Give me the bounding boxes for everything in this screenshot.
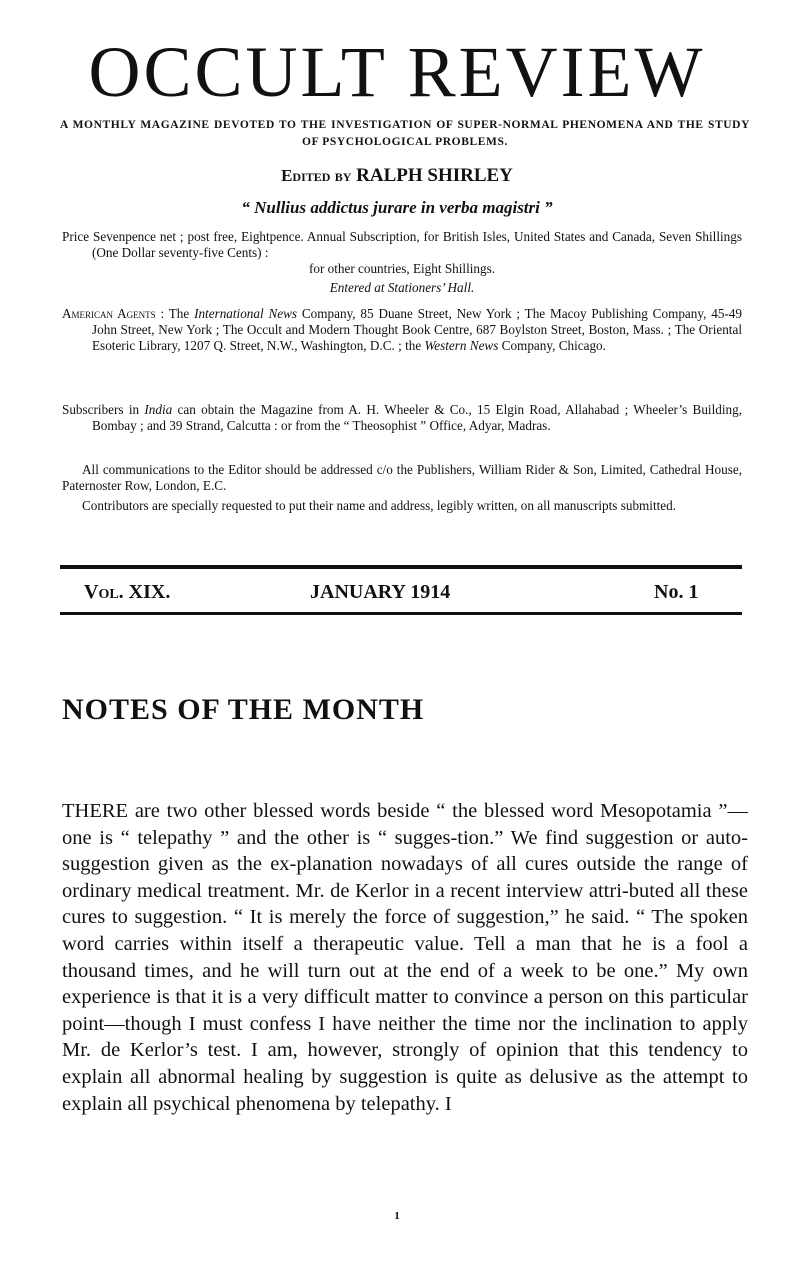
issue-number: No. 1: [654, 581, 699, 603]
issue-date: JANUARY 1914: [310, 581, 451, 603]
editor-name: RALPH SHIRLEY: [356, 165, 513, 186]
bottom-rule: [60, 612, 742, 615]
price-notice: [62, 229, 742, 296]
editor-line: [40, 164, 754, 188]
price-paragraph: Price Sevenpence net ; post free, Eightpence. Annual Subscription, for British Isles, United States and Canada, Seven Shillings (One Dollar seventy-five Cents) :: [62, 229, 742, 260]
india-text-1: Subscribers in: [62, 402, 145, 417]
page-number: 1: [394, 1210, 400, 1222]
contributors-paragraph: Contributors are specially requested to put their name and address, legibly written, on all manuscripts submitted.: [82, 498, 677, 513]
price-other-countries: for other countries, Eight Shillings.: [308, 260, 496, 276]
masthead-subtitle: A MONTHLY MAGAZINE DEVOTED TO THE INVESTIGATION OF SUPER-NORMAL PHENOMENA AND THE STUDY OF PSYCHOLOGICAL PROBLEMS.: [60, 119, 750, 148]
india-subscribers-notice: [62, 402, 742, 434]
india-paragraph: [62, 402, 742, 434]
issue-info-line: [60, 577, 742, 607]
top-rule: [60, 565, 742, 569]
latin-motto: “ Nullius addictus jurare in verba magistri ”: [241, 198, 553, 217]
communications-notice: [62, 462, 742, 494]
edited-by-label: Edited by: [281, 166, 352, 185]
india-word: India: [144, 402, 173, 417]
agents-text-1: The: [164, 306, 195, 321]
section-heading: NOTES OF THE MONTH: [62, 693, 425, 726]
contributors-notice: [62, 498, 742, 514]
agents-text-2: Company, 85 Duane Street, New York ; The Macoy Publishing Company, 45-49 John Street, New York ; The Occult and Modern Thought Book Centre, 687 Boylston Street, Boston, Mass. ; The Oriental Esoteric Library, 1207 Q. Street, N.W., Washington, D.C. ; the: [92, 306, 742, 353]
agents-text-3: Company, Chicago.: [498, 337, 606, 353]
western-news-name: Western News: [424, 337, 499, 353]
india-text-2: can obtain the Magazine from A. H. Wheeler & Co., 15 Elgin Road, Allahabad ; Wheeler’s Building, Bombay ; and 39 Strand, Calcutta : or from the “ Theosophist ” Office, Adyar, Madras.: [92, 402, 742, 433]
agents-paragraph: [62, 306, 742, 353]
international-news-name: International News: [194, 306, 298, 321]
stationers-hall-note: Entered at Stationers’ Hall.: [329, 280, 475, 296]
american-agents-notice: [62, 306, 742, 353]
agents-label: American Agents :: [62, 306, 165, 321]
article-body: THERE are two other blessed words beside “ the blessed word Mesopotamia ”—one is “ telepathy ” and the other is “ sugges-tion.” We find suggestion or auto-suggestion given as the ex-planation nowadays of all cures outside the range of ordinary medical treatment. Mr. de Kerlor in a recent interview attri-buted all these cures to suggestion. “ It is merely the force of suggestion,” he said. “ The spoken word carries within itself a therapeutic value. Tell a man that he is a fool a thousand times, and he will turn out at the end of a week to be one.” My own experience is that it is a very difficult matter to convince a person on this particular point—though I must confess I have neither the time nor the inclination to apply Mr. de Kerlor’s test. I am, however, strongly of opinion that this tendency to explain all abnormal healing by suggestion is quite as delusive as the attempt to explain all psychical phenomena by telepathy. I: [62, 800, 748, 1115]
masthead-title: OCCULT REVIEW: [88, 32, 706, 112]
volume-number: Vol. XIX.: [84, 581, 171, 603]
communications-paragraph: All communications to the Editor should be addressed c/o the Publishers, William Rider & Son, Limited, Cathedral House, Paternoster Row, London, E.C.: [62, 462, 742, 493]
